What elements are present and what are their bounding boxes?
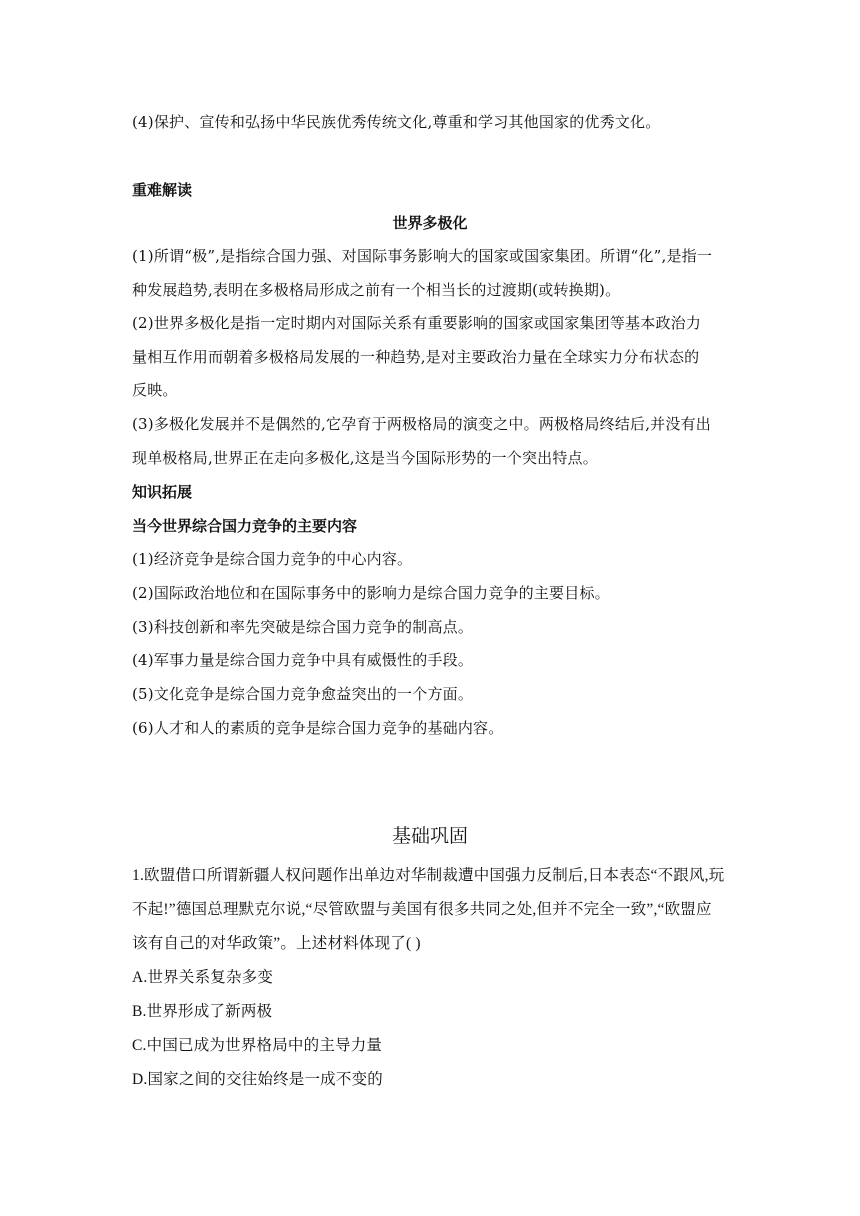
option-c: C.中国已成为世界格局中的主导力量 xyxy=(132,1037,383,1054)
intro-item-4: (4)保护、宣传和弘扬中华民族优秀传统文化,尊重和学习其他国家的优秀文化。 xyxy=(132,113,661,131)
key-points-title: 世界多极化 xyxy=(392,214,468,232)
extension-item-5: (5)文化竞争是综合国力竞争愈益突出的一个方面。 xyxy=(132,685,474,703)
key-point-2-line-2: 量相互作用而朝着多极格局发展的一种趋势,是对主要政治力量在全球实力分布状态的 xyxy=(132,348,700,366)
extension-item-6: (6)人才和人的素质的竞争是综合国力竞争的基础内容。 xyxy=(132,719,504,737)
question-1-line-1: 1.欧盟借口所谓新疆人权问题作出单边对华制裁遭中国强力反制后,日本表态“不跟风,玩 xyxy=(132,867,725,884)
key-point-2-line-3: 反映。 xyxy=(132,381,178,399)
extension-item-3: (3)科技创新和率先突破是综合国力竞争的制高点。 xyxy=(132,618,474,636)
key-point-3-line-1: (3)多极化发展并不是偶然的,它孕育于两极格局的演变之中。两极格局终结后,并没有出 xyxy=(132,415,711,433)
question-1-line-2: 不起!”德国总理默克尔说,“尽管欧盟与美国有很多共同之处,但并不完全一致”,“欧盟应 xyxy=(132,901,712,918)
key-point-1-line-1: (1)所谓“极”,是指综合国力强、对国际事务影响大的国家或国家集团。所谓“化”,是指一 xyxy=(132,247,713,265)
extension-subheading: 当今世界综合国力竞争的主要内容 xyxy=(132,517,358,535)
extension-item-2: (2)国际政治地位和在国际事务中的影响力是综合国力竞争的主要目标。 xyxy=(132,584,610,602)
key-point-3-line-2: 现单极格局,世界正在走向多极化,这是当今国际形势的一个突出特点。 xyxy=(132,449,598,467)
key-point-1-line-2: 种发展趋势,表明在多极格局形成之前有一个相当长的过渡期(或转换期)。 xyxy=(132,281,621,299)
practice-section-title: 基础巩固 xyxy=(391,825,468,847)
option-b: B.世界形成了新两极 xyxy=(132,1003,273,1020)
extension-item-1: (1)经济竞争是综合国力竞争的中心内容。 xyxy=(132,550,413,568)
extension-item-4: (4)军事力量是综合国力竞争中具有威慑性的手段。 xyxy=(132,651,474,669)
key-point-2-line-1: (2)世界多极化是指一定时期内对国际关系有重要影响的国家或国家集团等基本政治力 xyxy=(132,314,702,332)
question-1-line-3: 该有自己的对华政策”。上述材料体现了( ) xyxy=(132,935,421,952)
key-points-heading: 重难解读 xyxy=(132,181,193,199)
extension-heading: 知识拓展 xyxy=(132,483,193,501)
option-d: D.国家之间的交往始终是一成不变的 xyxy=(132,1071,383,1088)
option-a: A.世界关系复杂多变 xyxy=(132,969,274,986)
